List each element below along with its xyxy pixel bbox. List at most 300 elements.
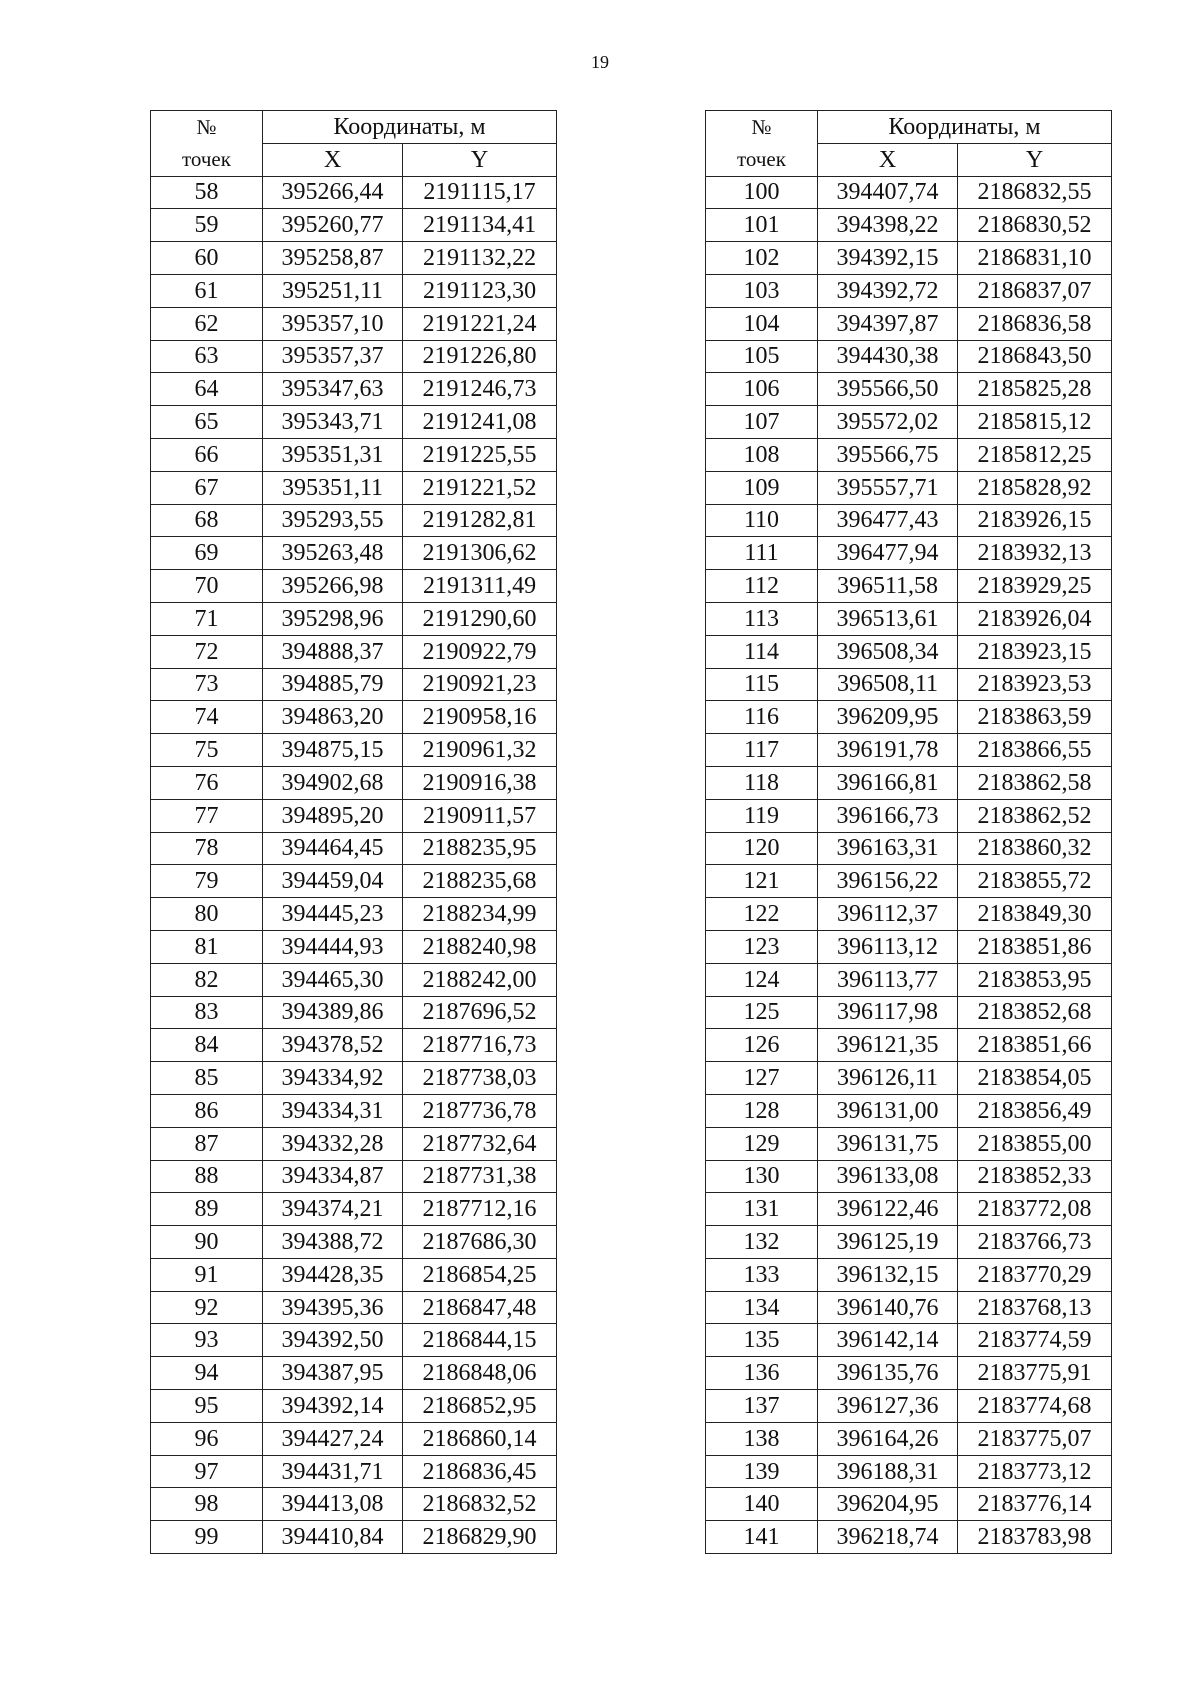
y-coordinate-cell: 2183862,52 (958, 799, 1112, 832)
y-coordinate-cell: 2183774,59 (958, 1324, 1112, 1357)
y-coordinate-cell: 2188235,95 (403, 832, 557, 865)
y-coordinate-cell: 2183855,72 (958, 865, 1112, 898)
y-coordinate-cell: 2190922,79 (403, 635, 557, 668)
point-number-cell: 99 (151, 1521, 263, 1554)
table-row (151, 1521, 557, 1554)
table-row (151, 242, 557, 275)
point-number-cell: 124 (706, 963, 818, 996)
y-coordinate-cell: 2183929,25 (958, 570, 1112, 603)
x-coordinate-cell: 394444,93 (263, 930, 403, 963)
point-number-cell: 119 (706, 799, 818, 832)
y-coordinate-cell: 2186854,25 (403, 1258, 557, 1291)
x-coordinate-cell: 396156,22 (818, 865, 958, 898)
table-row (151, 1160, 557, 1193)
point-number-cell: 86 (151, 1094, 263, 1127)
table-row (706, 1094, 1112, 1127)
x-coordinate-cell: 394395,36 (263, 1291, 403, 1324)
table-row (706, 1455, 1112, 1488)
table-row (151, 1455, 557, 1488)
table-row (151, 1062, 557, 1095)
x-coordinate-cell: 396133,08 (818, 1160, 958, 1193)
point-number-header-bottom: точек (706, 143, 818, 176)
y-coordinate-cell: 2188234,99 (403, 898, 557, 931)
table-row (151, 766, 557, 799)
x-coordinate-cell: 395351,31 (263, 438, 403, 471)
y-coordinate-cell: 2186832,52 (403, 1488, 557, 1521)
x-coordinate-cell: 394374,21 (263, 1193, 403, 1226)
point-number-cell: 69 (151, 537, 263, 570)
x-coordinate-cell: 395266,44 (263, 176, 403, 209)
point-number-cell: 68 (151, 504, 263, 537)
y-coordinate-cell: 2183923,15 (958, 635, 1112, 668)
x-coordinate-cell: 394431,71 (263, 1455, 403, 1488)
table-row (151, 734, 557, 767)
table-row (151, 668, 557, 701)
table-row (151, 471, 557, 504)
point-number-cell: 139 (706, 1455, 818, 1488)
point-number-cell: 131 (706, 1193, 818, 1226)
x-coordinate-cell: 394387,95 (263, 1357, 403, 1390)
point-number-cell: 112 (706, 570, 818, 603)
x-coordinate-cell: 395566,75 (818, 438, 958, 471)
table-row (151, 1422, 557, 1455)
table-row (151, 209, 557, 242)
y-coordinate-cell: 2186837,07 (958, 274, 1112, 307)
point-number-cell: 90 (151, 1226, 263, 1259)
y-coordinate-cell: 2185815,12 (958, 406, 1112, 439)
x-coordinate-cell: 394334,87 (263, 1160, 403, 1193)
table-row (151, 1226, 557, 1259)
x-coordinate-cell: 396166,73 (818, 799, 958, 832)
x-coordinate-cell: 394389,86 (263, 996, 403, 1029)
table-row (706, 832, 1112, 865)
x-coordinate-cell: 396113,77 (818, 963, 958, 996)
table-row (706, 865, 1112, 898)
y-coordinate-cell: 2191132,22 (403, 242, 557, 275)
point-number-cell: 135 (706, 1324, 818, 1357)
y-coordinate-cell: 2183863,59 (958, 701, 1112, 734)
y-coordinate-cell: 2191123,30 (403, 274, 557, 307)
y-coordinate-cell: 2183854,05 (958, 1062, 1112, 1095)
point-number-cell: 117 (706, 734, 818, 767)
point-number-cell: 130 (706, 1160, 818, 1193)
point-number-cell: 104 (706, 307, 818, 340)
x-coordinate-cell: 394392,15 (818, 242, 958, 275)
x-coordinate-cell: 396131,75 (818, 1127, 958, 1160)
y-coordinate-cell: 2191221,24 (403, 307, 557, 340)
y-coordinate-cell: 2186832,55 (958, 176, 1112, 209)
x-coordinate-cell: 394863,20 (263, 701, 403, 734)
point-number-cell: 109 (706, 471, 818, 504)
y-coordinate-cell: 2190921,23 (403, 668, 557, 701)
point-number-cell: 96 (151, 1422, 263, 1455)
table-body-left (151, 176, 557, 1553)
table-row (706, 963, 1112, 996)
table-row (706, 1062, 1112, 1095)
y-coordinate-cell: 2183852,68 (958, 996, 1112, 1029)
table-row (151, 799, 557, 832)
table-row (151, 996, 557, 1029)
table-row (706, 1291, 1112, 1324)
x-coordinate-cell: 394392,14 (263, 1390, 403, 1423)
y-coordinate-cell: 2187712,16 (403, 1193, 557, 1226)
y-coordinate-cell: 2183926,15 (958, 504, 1112, 537)
x-coordinate-cell: 395293,55 (263, 504, 403, 537)
table-row (706, 734, 1112, 767)
x-coordinate-cell: 395298,96 (263, 602, 403, 635)
point-number-cell: 123 (706, 930, 818, 963)
table-row (151, 438, 557, 471)
x-coordinate-cell: 395263,48 (263, 537, 403, 570)
x-coordinate-cell: 396113,12 (818, 930, 958, 963)
point-number-cell: 105 (706, 340, 818, 373)
table-row (706, 504, 1112, 537)
y-coordinate-cell: 2191246,73 (403, 373, 557, 406)
table-row (151, 1357, 557, 1390)
x-coordinate-cell: 396508,11 (818, 668, 958, 701)
table-row (706, 1029, 1112, 1062)
x-coordinate-cell: 396131,00 (818, 1094, 958, 1127)
table-row (706, 1422, 1112, 1455)
table-row (706, 471, 1112, 504)
point-number-cell: 97 (151, 1455, 263, 1488)
x-header: X (263, 143, 403, 176)
table-row (151, 373, 557, 406)
point-number-cell: 72 (151, 635, 263, 668)
point-number-cell: 78 (151, 832, 263, 865)
x-coordinate-cell: 395572,02 (818, 406, 958, 439)
x-coordinate-cell: 394398,22 (818, 209, 958, 242)
table-row (706, 340, 1112, 373)
point-number-header-top: № (706, 111, 818, 144)
point-number-cell: 128 (706, 1094, 818, 1127)
point-number-cell: 94 (151, 1357, 263, 1390)
point-number-cell: 67 (151, 471, 263, 504)
table-row (706, 1258, 1112, 1291)
point-number-cell: 138 (706, 1422, 818, 1455)
x-coordinate-cell: 396121,35 (818, 1029, 958, 1062)
x-coordinate-cell: 394427,24 (263, 1422, 403, 1455)
y-coordinate-cell: 2188242,00 (403, 963, 557, 996)
table-row (706, 307, 1112, 340)
x-coordinate-cell: 395260,77 (263, 209, 403, 242)
table-row (151, 570, 557, 603)
x-coordinate-cell: 396142,14 (818, 1324, 958, 1357)
table-row (706, 635, 1112, 668)
y-coordinate-cell: 2191225,55 (403, 438, 557, 471)
y-coordinate-cell: 2183852,33 (958, 1160, 1112, 1193)
coordinates-table-right (705, 110, 1112, 1554)
x-coordinate-cell: 396112,37 (818, 898, 958, 931)
table-row (151, 1390, 557, 1423)
point-number-cell: 77 (151, 799, 263, 832)
y-coordinate-cell: 2186831,10 (958, 242, 1112, 275)
y-coordinate-cell: 2191221,52 (403, 471, 557, 504)
table-row (151, 1029, 557, 1062)
x-coordinate-cell: 396164,26 (818, 1422, 958, 1455)
y-coordinate-cell: 2185825,28 (958, 373, 1112, 406)
point-number-cell: 141 (706, 1521, 818, 1554)
y-coordinate-cell: 2183855,00 (958, 1127, 1112, 1160)
x-header: X (818, 143, 958, 176)
y-coordinate-cell: 2190911,57 (403, 799, 557, 832)
y-coordinate-cell: 2191311,49 (403, 570, 557, 603)
table-row (706, 799, 1112, 832)
table-row (706, 570, 1112, 603)
x-coordinate-cell: 396204,95 (818, 1488, 958, 1521)
table-row (706, 274, 1112, 307)
table-row (706, 438, 1112, 471)
table-row (706, 930, 1112, 963)
table-row (706, 373, 1112, 406)
x-coordinate-cell: 394407,74 (818, 176, 958, 209)
x-coordinate-cell: 396122,46 (818, 1193, 958, 1226)
table-row (151, 537, 557, 570)
x-coordinate-cell: 394388,72 (263, 1226, 403, 1259)
table-row (151, 176, 557, 209)
table-row (706, 1324, 1112, 1357)
y-coordinate-cell: 2186836,58 (958, 307, 1112, 340)
point-number-cell: 66 (151, 438, 263, 471)
y-coordinate-cell: 2183783,98 (958, 1521, 1112, 1554)
y-coordinate-cell: 2191290,60 (403, 602, 557, 635)
point-number-cell: 110 (706, 504, 818, 537)
table-row (706, 176, 1112, 209)
x-coordinate-cell: 394464,45 (263, 832, 403, 865)
x-coordinate-cell: 395566,50 (818, 373, 958, 406)
x-coordinate-cell: 395357,10 (263, 307, 403, 340)
point-number-cell: 114 (706, 635, 818, 668)
table-row (151, 1488, 557, 1521)
point-number-cell: 62 (151, 307, 263, 340)
table-row (151, 832, 557, 865)
point-number-header-top: № (151, 111, 263, 144)
point-number-cell: 81 (151, 930, 263, 963)
table-row (706, 1390, 1112, 1423)
point-number-cell: 75 (151, 734, 263, 767)
point-number-cell: 92 (151, 1291, 263, 1324)
table-row (151, 898, 557, 931)
y-coordinate-cell: 2186844,15 (403, 1324, 557, 1357)
table-row (151, 340, 557, 373)
y-coordinate-cell: 2183776,14 (958, 1488, 1112, 1521)
point-number-cell: 91 (151, 1258, 263, 1291)
x-coordinate-cell: 395351,11 (263, 471, 403, 504)
y-coordinate-cell: 2183773,12 (958, 1455, 1112, 1488)
y-header: Y (403, 143, 557, 176)
point-number-cell: 106 (706, 373, 818, 406)
y-coordinate-cell: 2186830,52 (958, 209, 1112, 242)
y-coordinate-cell: 2183849,30 (958, 898, 1112, 931)
x-coordinate-cell: 396132,15 (818, 1258, 958, 1291)
point-number-cell: 60 (151, 242, 263, 275)
x-coordinate-cell: 396511,58 (818, 570, 958, 603)
point-number-cell: 133 (706, 1258, 818, 1291)
coordinates-header: Координаты, м (263, 111, 557, 144)
table-row (706, 1193, 1112, 1226)
point-number-cell: 93 (151, 1324, 263, 1357)
x-coordinate-cell: 396117,98 (818, 996, 958, 1029)
point-number-cell: 76 (151, 766, 263, 799)
y-coordinate-cell: 2187732,64 (403, 1127, 557, 1160)
y-coordinate-cell: 2186852,95 (403, 1390, 557, 1423)
y-coordinate-cell: 2183774,68 (958, 1390, 1112, 1423)
x-coordinate-cell: 394413,08 (263, 1488, 403, 1521)
point-number-cell: 113 (706, 602, 818, 635)
point-number-cell: 116 (706, 701, 818, 734)
x-coordinate-cell: 395251,11 (263, 274, 403, 307)
point-number-cell: 79 (151, 865, 263, 898)
table-row (151, 865, 557, 898)
point-number-cell: 65 (151, 406, 263, 439)
x-coordinate-cell: 396166,81 (818, 766, 958, 799)
point-number-cell: 140 (706, 1488, 818, 1521)
table-row (151, 1127, 557, 1160)
y-coordinate-cell: 2190958,16 (403, 701, 557, 734)
y-coordinate-cell: 2191115,17 (403, 176, 557, 209)
table-row (151, 701, 557, 734)
x-coordinate-cell: 394875,15 (263, 734, 403, 767)
y-coordinate-cell: 2191241,08 (403, 406, 557, 439)
x-coordinate-cell: 395266,98 (263, 570, 403, 603)
table-row (706, 537, 1112, 570)
x-coordinate-cell: 394378,52 (263, 1029, 403, 1062)
table-row (706, 1160, 1112, 1193)
x-coordinate-cell: 395343,71 (263, 406, 403, 439)
point-number-cell: 63 (151, 340, 263, 373)
table-row (706, 996, 1112, 1029)
x-coordinate-cell: 394392,72 (818, 274, 958, 307)
point-number-cell: 73 (151, 668, 263, 701)
y-coordinate-cell: 2190916,38 (403, 766, 557, 799)
x-coordinate-cell: 396513,61 (818, 602, 958, 635)
table-row (706, 602, 1112, 635)
point-number-cell: 103 (706, 274, 818, 307)
x-coordinate-cell: 394332,28 (263, 1127, 403, 1160)
y-coordinate-cell: 2183775,91 (958, 1357, 1112, 1390)
point-number-cell: 121 (706, 865, 818, 898)
point-number-cell: 70 (151, 570, 263, 603)
x-coordinate-cell: 394885,79 (263, 668, 403, 701)
point-number-cell: 88 (151, 1160, 263, 1193)
x-coordinate-cell: 394334,92 (263, 1062, 403, 1095)
y-coordinate-cell: 2183926,04 (958, 602, 1112, 635)
y-coordinate-cell: 2185812,25 (958, 438, 1112, 471)
point-number-cell: 120 (706, 832, 818, 865)
coordinates-header: Координаты, м (818, 111, 1112, 144)
table-row (151, 307, 557, 340)
x-coordinate-cell: 396218,74 (818, 1521, 958, 1554)
point-number-cell: 137 (706, 1390, 818, 1423)
point-number-cell: 87 (151, 1127, 263, 1160)
page-number: 19 (591, 52, 609, 72)
point-number-cell: 136 (706, 1357, 818, 1390)
table-row (151, 602, 557, 635)
x-coordinate-cell: 394410,84 (263, 1521, 403, 1554)
x-coordinate-cell: 394459,04 (263, 865, 403, 898)
x-coordinate-cell: 396163,31 (818, 832, 958, 865)
point-number-cell: 84 (151, 1029, 263, 1062)
y-coordinate-cell: 2183851,66 (958, 1029, 1112, 1062)
y-coordinate-cell: 2187696,52 (403, 996, 557, 1029)
x-coordinate-cell: 396191,78 (818, 734, 958, 767)
y-coordinate-cell: 2191226,80 (403, 340, 557, 373)
point-number-cell: 59 (151, 209, 263, 242)
x-coordinate-cell: 396209,95 (818, 701, 958, 734)
point-number-cell: 126 (706, 1029, 818, 1062)
x-coordinate-cell: 395258,87 (263, 242, 403, 275)
point-number-header-bottom: точек (151, 143, 263, 176)
point-number-cell: 111 (706, 537, 818, 570)
y-coordinate-cell: 2183923,53 (958, 668, 1112, 701)
x-coordinate-cell: 394895,20 (263, 799, 403, 832)
y-coordinate-cell: 2183860,32 (958, 832, 1112, 865)
y-coordinate-cell: 2191282,81 (403, 504, 557, 537)
point-number-cell: 115 (706, 668, 818, 701)
table-row (706, 1488, 1112, 1521)
x-coordinate-cell: 396188,31 (818, 1455, 958, 1488)
point-number-cell: 108 (706, 438, 818, 471)
table-row (706, 209, 1112, 242)
x-coordinate-cell: 394334,31 (263, 1094, 403, 1127)
y-coordinate-cell: 2186829,90 (403, 1521, 557, 1554)
table-row (151, 635, 557, 668)
y-coordinate-cell: 2183862,58 (958, 766, 1112, 799)
point-number-cell: 118 (706, 766, 818, 799)
y-coordinate-cell: 2186843,50 (958, 340, 1112, 373)
x-coordinate-cell: 395557,71 (818, 471, 958, 504)
y-header: Y (958, 143, 1112, 176)
point-number-cell: 95 (151, 1390, 263, 1423)
y-coordinate-cell: 2183775,07 (958, 1422, 1112, 1455)
y-coordinate-cell: 2186860,14 (403, 1422, 557, 1455)
table-row (706, 766, 1112, 799)
x-coordinate-cell: 394445,23 (263, 898, 403, 931)
y-coordinate-cell: 2188235,68 (403, 865, 557, 898)
table-row (151, 504, 557, 537)
x-coordinate-cell: 396477,43 (818, 504, 958, 537)
x-coordinate-cell: 395347,63 (263, 373, 403, 406)
x-coordinate-cell: 394465,30 (263, 963, 403, 996)
table-row (151, 930, 557, 963)
y-coordinate-cell: 2183770,29 (958, 1258, 1112, 1291)
table-row (706, 701, 1112, 734)
point-number-cell: 89 (151, 1193, 263, 1226)
x-coordinate-cell: 394888,37 (263, 635, 403, 668)
table-row (151, 1258, 557, 1291)
point-number-cell: 74 (151, 701, 263, 734)
point-number-cell: 83 (151, 996, 263, 1029)
table-row (151, 1193, 557, 1226)
point-number-cell: 85 (151, 1062, 263, 1095)
x-coordinate-cell: 396477,94 (818, 537, 958, 570)
y-coordinate-cell: 2186847,48 (403, 1291, 557, 1324)
point-number-cell: 71 (151, 602, 263, 635)
x-coordinate-cell: 395357,37 (263, 340, 403, 373)
y-coordinate-cell: 2186836,45 (403, 1455, 557, 1488)
table-row (151, 1324, 557, 1357)
table-row (706, 242, 1112, 275)
table-row (706, 1521, 1112, 1554)
y-coordinate-cell: 2183851,86 (958, 930, 1112, 963)
point-number-cell: 58 (151, 176, 263, 209)
x-coordinate-cell: 396135,76 (818, 1357, 958, 1390)
point-number-cell: 61 (151, 274, 263, 307)
table-row (706, 668, 1112, 701)
point-number-cell: 102 (706, 242, 818, 275)
x-coordinate-cell: 394430,38 (818, 340, 958, 373)
table-body-right (706, 176, 1112, 1553)
